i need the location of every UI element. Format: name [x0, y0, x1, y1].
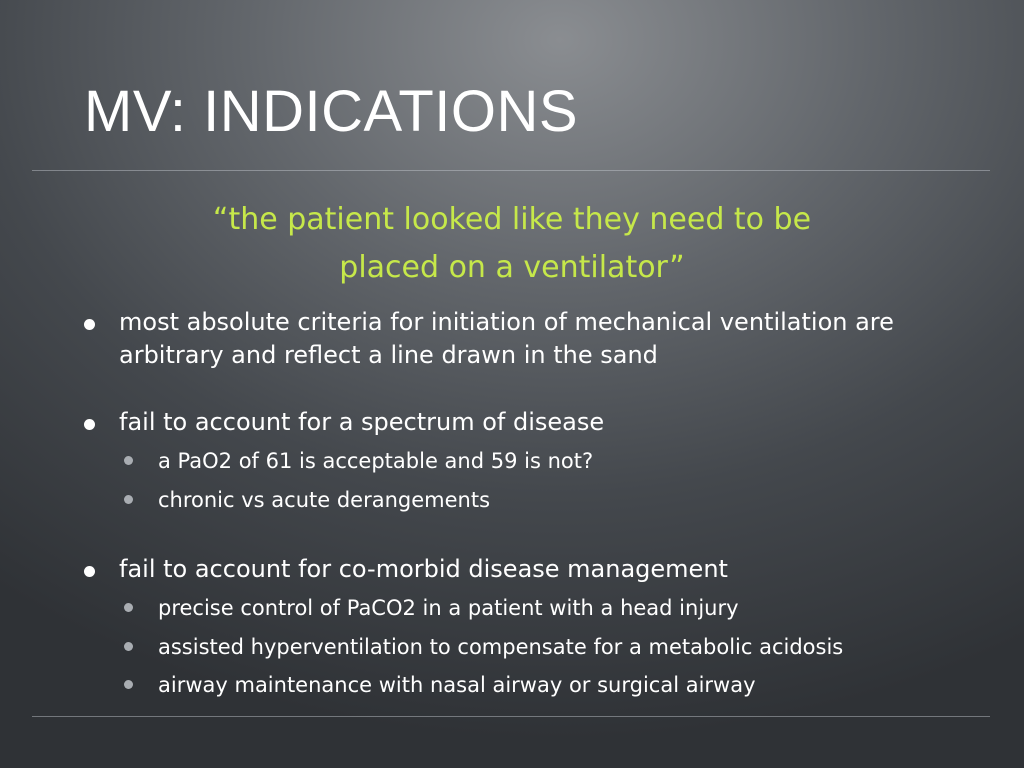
sub-bullet-dot-icon — [124, 603, 133, 612]
sub-bullet-item — [119, 481, 982, 520]
sub-bullet-text: a PaO2 of 61 is acceptable and 59 is not? — [158, 449, 594, 473]
bullet-list — [82, 306, 982, 705]
sub-bullet-dot-icon — [124, 495, 133, 504]
bullet-item — [82, 306, 982, 372]
sub-bullet-text: assisted hyperventilation to compensate for a metabolic acidosis — [158, 634, 844, 659]
sub-bullet-item — [119, 628, 982, 667]
quote-line-1: “the patient looked like they need to be — [212, 202, 812, 237]
sub-bullet-list — [119, 589, 982, 705]
footer-divider — [32, 716, 990, 717]
sub-bullet-item — [119, 666, 982, 705]
sub-bullet-item — [119, 442, 982, 481]
sub-bullet-dot-icon — [124, 642, 133, 651]
quote-line-2: placed on a ventilator” — [339, 250, 685, 285]
bullet-item — [82, 553, 982, 705]
quote — [0, 196, 1024, 292]
sub-bullet-text: chronic vs acute derangements — [158, 487, 491, 512]
bullet-dot-icon — [84, 566, 95, 577]
title-divider — [32, 170, 990, 171]
sub-bullet-list — [119, 442, 982, 519]
sub-bullet-item — [119, 589, 982, 628]
bullet-dot-icon — [84, 419, 95, 430]
bullet-text: fail to account for a spectrum of disease — [119, 408, 605, 436]
sub-bullet-text: airway maintenance with nasal airway or surgical airway — [158, 673, 756, 697]
sub-bullet-dot-icon — [124, 680, 133, 689]
bullet-item — [82, 406, 982, 519]
slide-title: MV: INDICATIONS — [84, 79, 579, 144]
sub-bullet-text: precise control of PaCO2 in a patient with a head injury — [158, 596, 739, 620]
bullet-text: fail to account for co-morbid disease management — [119, 555, 728, 583]
sub-bullet-dot-icon — [124, 456, 133, 465]
bullet-dot-icon — [84, 319, 95, 330]
bullet-text: most absolute criteria for initiation of mechanical ventilation are arbitrary and reflect a line drawn in the sand — [119, 308, 894, 369]
